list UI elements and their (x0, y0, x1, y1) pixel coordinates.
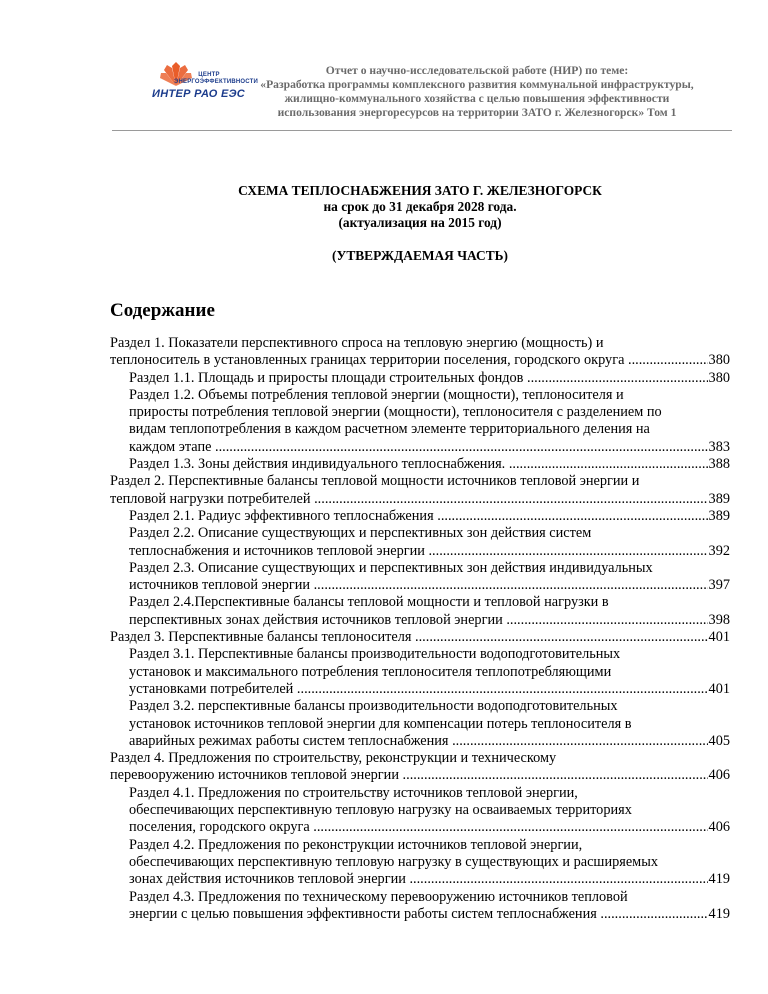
toc-entry-text: поселения, городского округа ..... (129, 819, 708, 836)
title-line: на срок до 31 декабря 2028 года. (323, 199, 517, 214)
toc-page-number: 388 (708, 456, 730, 473)
toc-entry-text: Раздел 2. Перспективные балансы тепловой мощности источников тепловой энергии и (110, 473, 640, 490)
title-line: (актуализация на 2015 год) (338, 215, 502, 230)
toc-page-number: 380 (708, 369, 730, 386)
toc-entry[interactable] (110, 594, 730, 629)
toc-entry[interactable] (110, 335, 730, 370)
toc-page-number: 392 (708, 542, 730, 559)
toc-entry-text: аварийных режимах работы систем теплоснабжения ..... (129, 733, 708, 750)
toc-page-number: 419 (708, 905, 730, 922)
toc-entry-text: тепловой нагрузки потребителей ..... (110, 491, 708, 508)
toc-entry-text: Раздел 1.2. Объемы потребления тепловой энергии (мощности), теплоносителя и (129, 386, 624, 403)
toc-entry-text: перевооружению источников тепловой энергии ..... (110, 767, 708, 784)
toc-entry-text: Раздел 2.4.Перспективные балансы тепловой мощности и тепловой нагрузки в (129, 594, 609, 611)
toc-entry[interactable] (110, 837, 730, 889)
toc-page-number: 401 (708, 629, 730, 646)
header-line: «Разработка программы комплексного развития коммунальной инфраструктуры, (260, 78, 694, 91)
header-line: жилищно-коммунального хозяйства с целью повышения эффективности (284, 92, 670, 105)
toc-entry[interactable] (110, 473, 730, 508)
toc-entry-text: видам теплопотребления в каждом расчетном элементе территориального деления на (129, 421, 650, 438)
toc-entry-text: обеспечивающих перспективную тепловую нагрузку в существующих и расширяемых (129, 853, 658, 870)
toc-page-number: 380 (708, 352, 730, 369)
toc-entry-text: установок и максимального потребления теплоносителя теплопотребляющими (129, 663, 612, 680)
document-title (110, 183, 730, 231)
logo-subtitle: ЦЕНТР ЭНЕРГОЭФФЕКТИВНОСТИ (174, 72, 259, 85)
toc-entry-text: Раздел 4.1. Предложения по строительству источников тепловой энергии, (129, 784, 578, 801)
toc-entry[interactable] (110, 525, 730, 560)
toc-page-number: 398 (708, 611, 730, 628)
toc-page-number: 406 (708, 767, 730, 784)
logo-brand: ИНТЕР РАО ЕЭС (152, 88, 246, 100)
approved-part-label: (УТВЕРЖДАЕМАЯ ЧАСТЬ) (332, 248, 508, 263)
toc-entry-text: перспективных зонах действия источников тепловой энергии ..... (129, 612, 708, 629)
toc-entry-text: Раздел 2.1. Радиус эффективного теплоснабжения ..... (129, 508, 708, 525)
toc-entry[interactable] (110, 508, 730, 525)
toc-entry[interactable] (110, 889, 730, 924)
toc-page-number: 389 (708, 490, 730, 507)
toc-entry[interactable] (110, 646, 730, 698)
toc-page-number: 383 (708, 438, 730, 455)
toc-entry-text: приросты потребления тепловой энергии (мощности), теплоносителя с разделением по (129, 404, 662, 421)
toc-entry[interactable] (110, 560, 730, 595)
toc-entry-text: Раздел 4. Предложения по строительству, реконструкции и техническому (110, 750, 557, 767)
header-line: Отчет о научно-исследовательской работе (НИР) по теме: (325, 64, 629, 77)
toc-entry-text: каждом этапе ..... (129, 439, 708, 456)
toc-page-number: 419 (708, 871, 730, 888)
toc-entry-text: теплоснабжения и источников тепловой энергии ..... (129, 543, 708, 560)
toc-entry-text: источников тепловой энергии ..... (129, 577, 708, 594)
toc-entry-text: Раздел 1. Показатели перспективного спроса на тепловую энергию (мощность) и (110, 335, 604, 351)
toc-page-number: 405 (708, 732, 730, 749)
toc-entry[interactable] (110, 750, 730, 785)
toc-heading: Содержание (110, 300, 215, 321)
report-header (110, 40, 730, 132)
toc-entry-text: установок источников тепловой энергии для компенсации потерь теплоносителя в (129, 715, 632, 732)
toc-entry[interactable] (110, 629, 730, 646)
toc-entry-text: установками потребителей ..... (129, 681, 708, 698)
header-line: использования энергоресурсов на территории ЗАТО г. Железногорск» Том 1 (277, 106, 677, 119)
toc-entry[interactable] (110, 698, 730, 750)
toc-entry-text: обеспечивающих перспективную тепловую нагрузку на осваиваемых территориях (129, 802, 632, 819)
title-line: СХЕМА ТЕПЛОСНАБЖЕНИЯ ЗАТО Г. ЖЕЛЕЗНОГОРСК (238, 183, 602, 198)
toc-entry-text: Раздел 4.2. Предложения по реконструкции источников тепловой энергии, (129, 836, 583, 853)
toc-entry-text: Раздел 4.3. Предложения по техническому перевооружению источников тепловой (129, 888, 628, 905)
toc-entry-text: Раздел 2.3. Описание существующих и перспективных зон действия индивидуальных (129, 559, 653, 576)
toc-entry[interactable] (110, 387, 730, 456)
toc-entry-text: зонах действия источников тепловой энергии ..... (129, 871, 708, 888)
toc-entry-text: Раздел 2.2. Описание существующих и перспективных зон действия систем (129, 525, 592, 542)
toc-entry[interactable] (110, 370, 730, 387)
table-of-contents (110, 335, 730, 923)
header-divider (112, 130, 732, 131)
toc-page-number: 406 (708, 819, 730, 836)
toc-entry[interactable] (110, 785, 730, 837)
toc-entry[interactable] (110, 456, 730, 473)
toc-entry-text: Раздел 1.3. Зоны действия индивидуального теплоснабжения. ..... (129, 456, 708, 473)
toc-entry-text: Раздел 1.1. Площадь и приросты площади строительных фондов ..... (129, 370, 708, 387)
toc-entry-text: Раздел 3. Перспективные балансы теплоносителя ..... (110, 629, 708, 646)
toc-page-number: 397 (708, 577, 730, 594)
toc-entry-text: теплоноситель в установленных границах территории поселения, городского округа ..... (110, 352, 708, 369)
toc-page-number: 401 (708, 680, 730, 697)
header-text (232, 64, 722, 120)
company-logo (130, 60, 259, 116)
toc-page-number: 389 (708, 507, 730, 524)
toc-entry-text: энергии с целью повышения эффективности работы систем теплоснабжения ..... (129, 906, 708, 923)
toc-entry-text: Раздел 3.2. перспективные балансы производительности водоподготовительных (129, 698, 618, 715)
toc-entry-text: Раздел 3.1. Перспективные балансы производительности водоподготовительных (129, 646, 621, 663)
